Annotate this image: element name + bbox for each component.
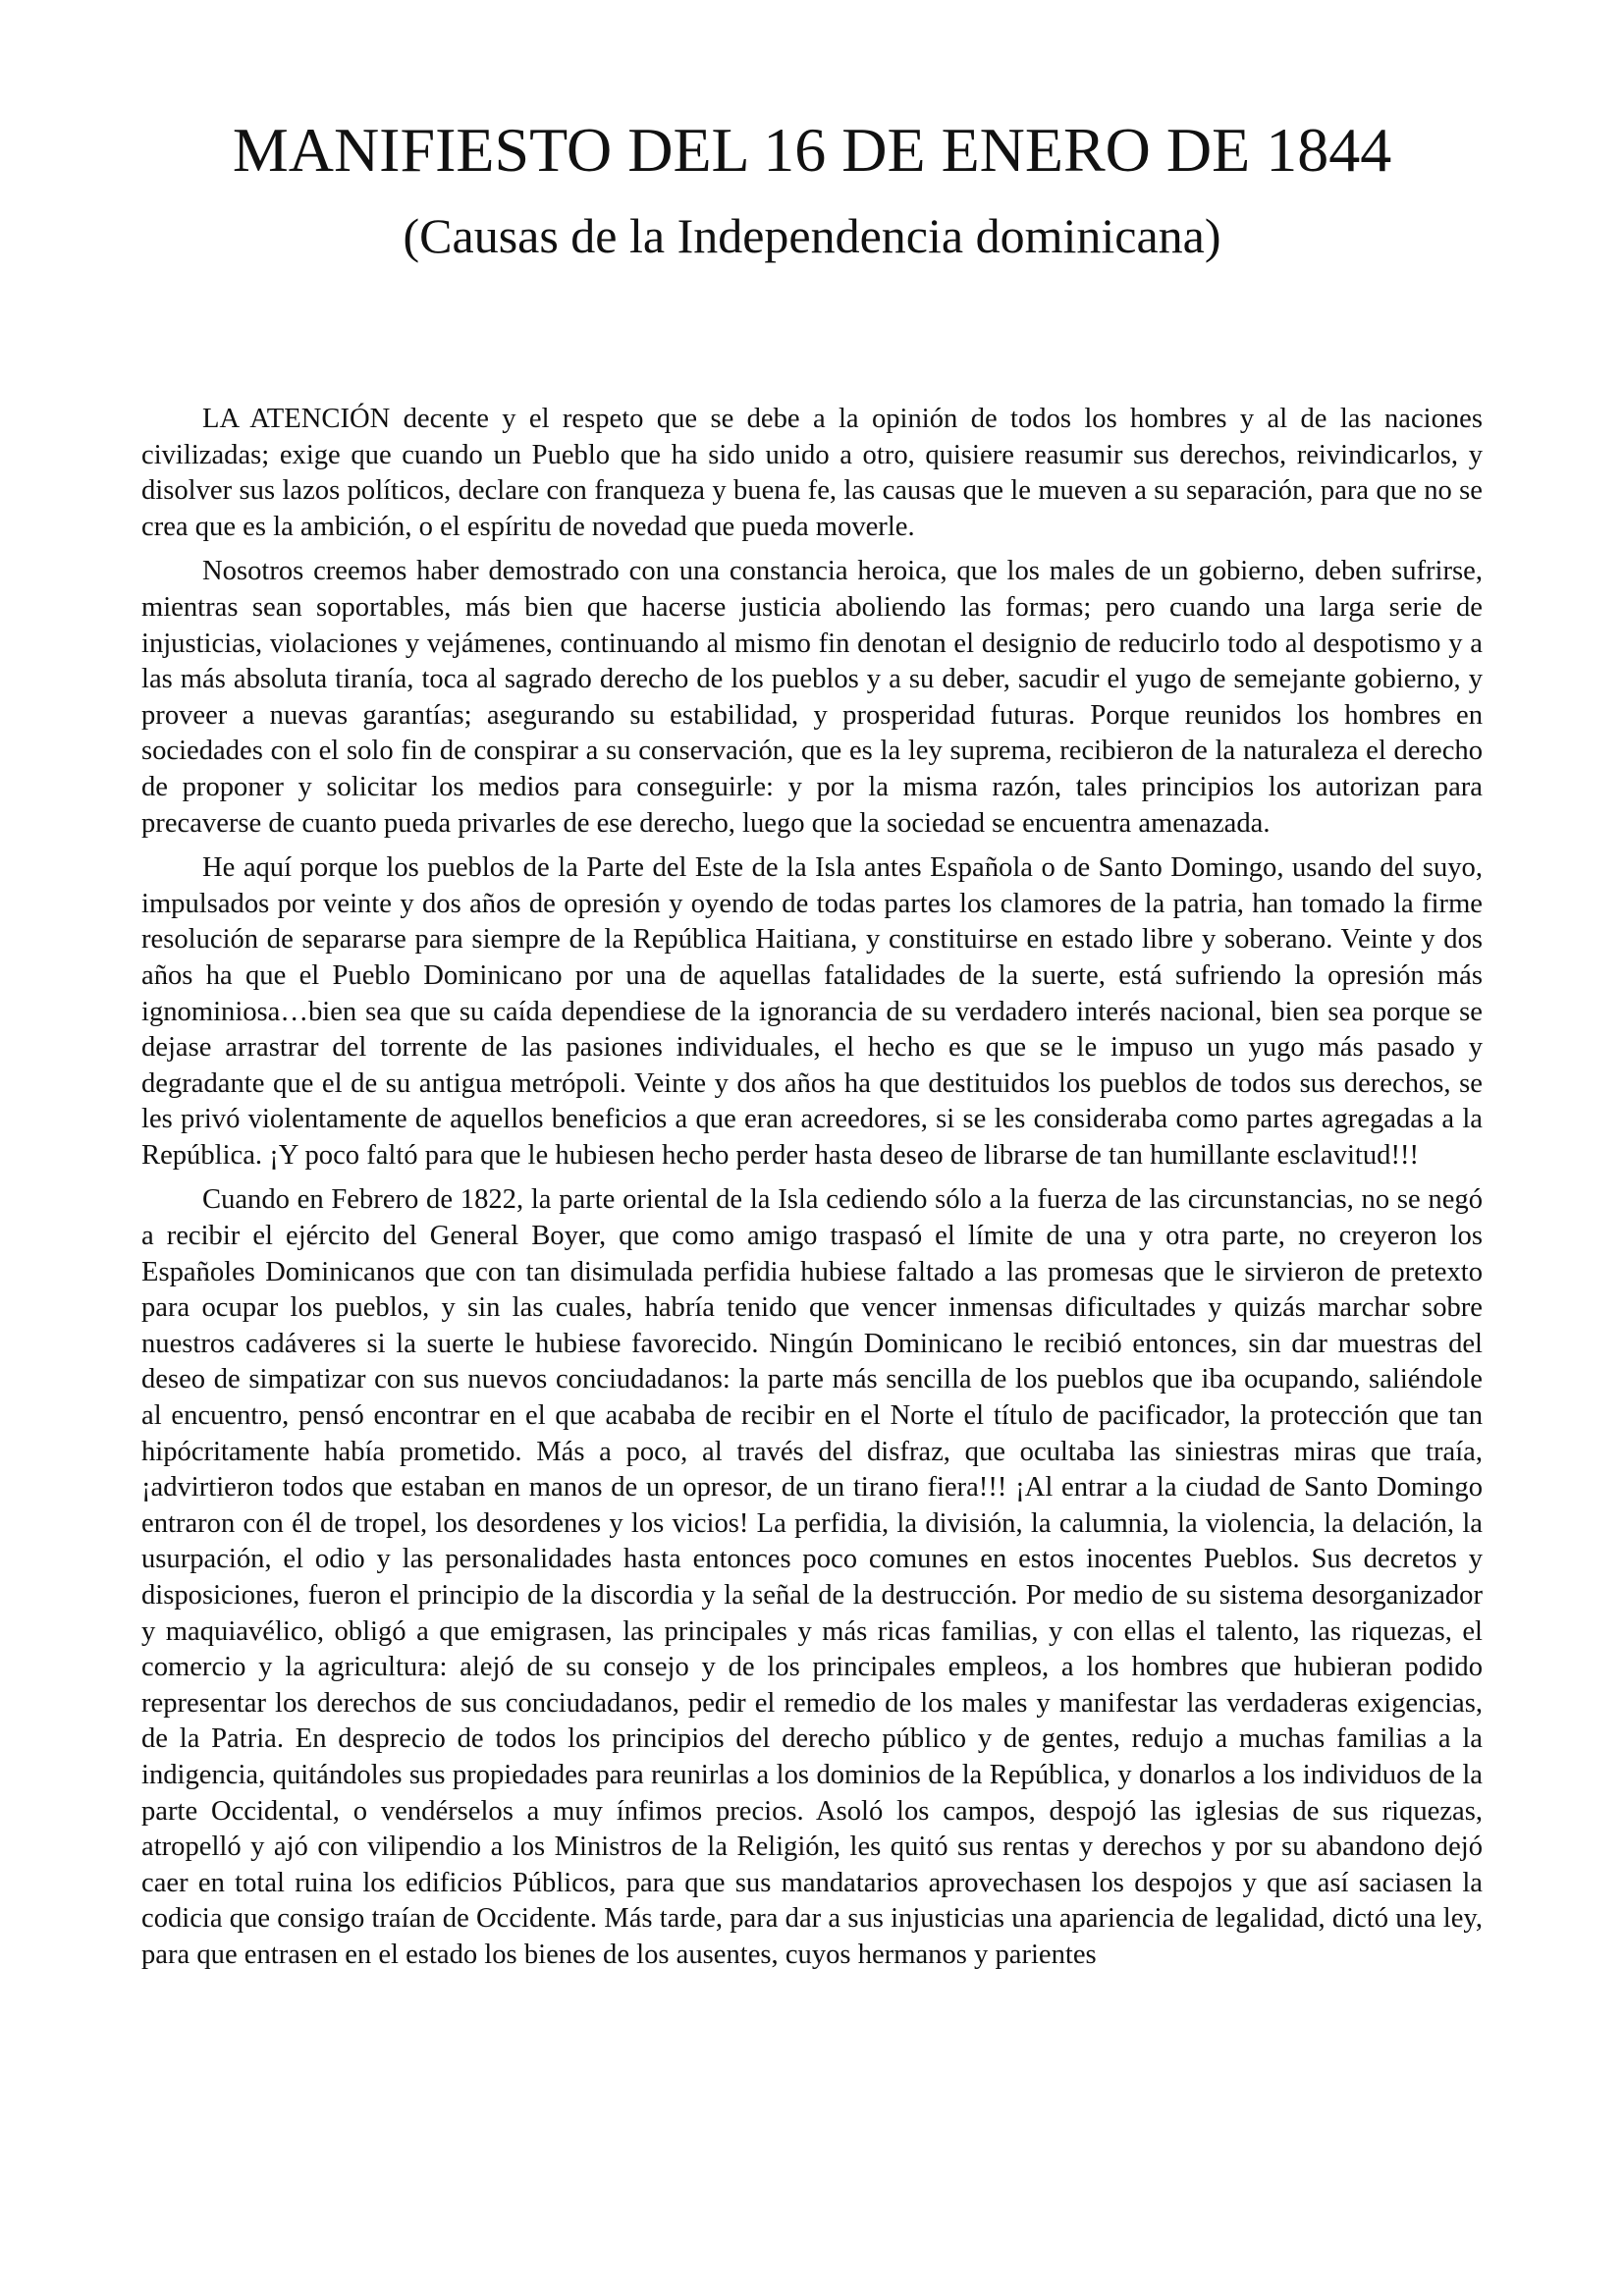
paragraph: Cuando en Febrero de 1822, la parte oriental de la Isla cediendo sólo a la fuerza de las circunstancias, no se negó a recibir el ejército del General Boyer, que como amigo traspasó el límite de una y otra parte, no creyeron los Españoles Dominicanos que con tan disimulada perfidia hubiese faltado a las promesas que le sirvieron de pretexto para ocupar los pueblos, y sin las cuales, habría tenido que vencer inmensas dificultades y quizás marchar sobre nuestros cadáveres si la suerte le hubiese favorecido. Ningún Dominicano le recibió entonces, sin dar muestras del deseo de simpatizar con sus nuevos conciudadanos: la parte más sencilla de los pueblos que iba ocupando, saliéndole al encuentro, pensó encontrar en el que acababa de recibir en el Norte el título de pacificador, la protección que tan hipócritamente había prometido. Más a poco, al través del disfraz, que ocultaba las siniestras miras que traía, ¡advirtieron todos que estaban en manos de un opresor, de un tirano fiera!!! ¡Al entrar a la ciudad de Santo Domingo entraron con él de tropel, los desordenes y los vicios! La perfidia, la división, la calumnia, la violencia, la delación, la usurpación, el odio y las personalidades hasta entonces poco comunes en estos inocentes Pueblos. Sus decretos y disposiciones, fueron el principio de la discordia y la señal de la destrucción. Por medio de su sistema desorganizador y maquiavélico, obligó a que emigrasen, las principales y más ricas familias, y con ellas el talento, las riquezas, el comercio y la agricultura: alejó de su consejo y de los principales empleos, a los hombres que hubieran podido representar los derechos de sus conciudadanos, pedir el remedio de los males y manifestar las verdaderas exigencias, de la Patria. En desprecio de todos los principios del derecho público y de gentes, redujo a muchas familias a la indigencia, quitándoles sus propiedades para reunirlas a los dominios de la República, y donarlos a los individuos de la parte Occidental, o vendérselos a muy ínfimos precios. Asoló los campos, despojó las iglesias de sus riquezas, atropelló y ajó con vilipendio a los Ministros de la Religión, les quitó sus rentas y derechos y por su abandono dejó caer en total ruina los edificios Públicos, para que sus mandatarios aprovechasen los despojos y que así saciasen la codicia que consigo traían de Occidente. Más tarde, para dar a sus injusticias una apariencia de legalidad, dictó una ley, para que entrasen en el estado los bienes de los ausentes, cuyos hermanos y parientes [141, 1184, 1483, 1970]
paragraph: He aquí porque los pueblos de la Parte del Este de la Isla antes Española o de Santo Domingo, usando del suyo, impulsados por veinte y dos años de opresión y oyendo de todas partes los clamores de la patria, han tomado la firme resolución de separarse para siempre de la República Haitiana, y constituirse en estado libre y soberano. Veinte y dos años ha que el Pueblo Dominicano por una de aquellas fatalidades de la suerte, está sufriendo la opresión más ignominiosa…bien sea que su caída dependiese de la ignorancia de su verdadero interés nacional, bien sea porque se dejase arrastrar del torrente de las pasiones individuales, el hecho es que se le impuso un yugo más pasado y degradante que el de su antigua metrópoli. Veinte y dos años ha que destituidos los pueblos de todos sus derechos, se les privó violentamente de aquellos beneficios a que eran acreedores, si se les consideraba como partes agregadas a la República. ¡Y poco faltó para que le hubiesen hecho perder hasta deseo de librarse de tan humillante esclavitud!!! [141, 852, 1483, 1171]
document-subtitle: (Causas de la Independencia dominicana) [403, 208, 1221, 263]
document-title: MANIFIESTO DEL 16 DE ENERO DE 1844 [232, 115, 1392, 185]
paragraph: LA ATENCIÓN decente y el respeto que se debe a la opinión de todos los hombres y al de las naciones civilizadas; exige que cuando un Pueblo que ha sido unido a otro, quisiere reasumir sus derechos, reivindicarlos, y disolver sus lazos políticos, declare con franqueza y buena fe, las causas que le mueven a su separación, para que no se crea que es la ambición, o el espíritu de novedad que pueda moverle. [141, 404, 1483, 542]
document-body [141, 402, 1483, 1974]
paragraph: Nosotros creemos haber demostrado con una constancia heroica, que los males de un gobierno, deben sufrirse, mientras sean soportables, más bien que hacerse justicia aboliendo las formas; pero cuando una larga serie de injusticias, violaciones y vejámenes, continuando al mismo fin denotan el designio de reducirlo todo al despotismo y a las más absoluta tiranía, toca al sagrado derecho de los pueblos y a su deber, sacudir el yugo de semejante gobierno, y proveer a nuevas garantías; asegurando su estabilidad, y prosperidad futuras. Porque reunidos los hombres en sociedades con el solo fin de conspirar a su conservación, que es la ley suprema, recibieron de la naturaleza el derecho de proponer y solicitar los medios para conseguirle: y por la misma razón, tales principios los autorizan para precaverse de cuanto pueda privarles de ese derecho, luego que la sociedad se encuentra amenazada. [141, 556, 1483, 839]
